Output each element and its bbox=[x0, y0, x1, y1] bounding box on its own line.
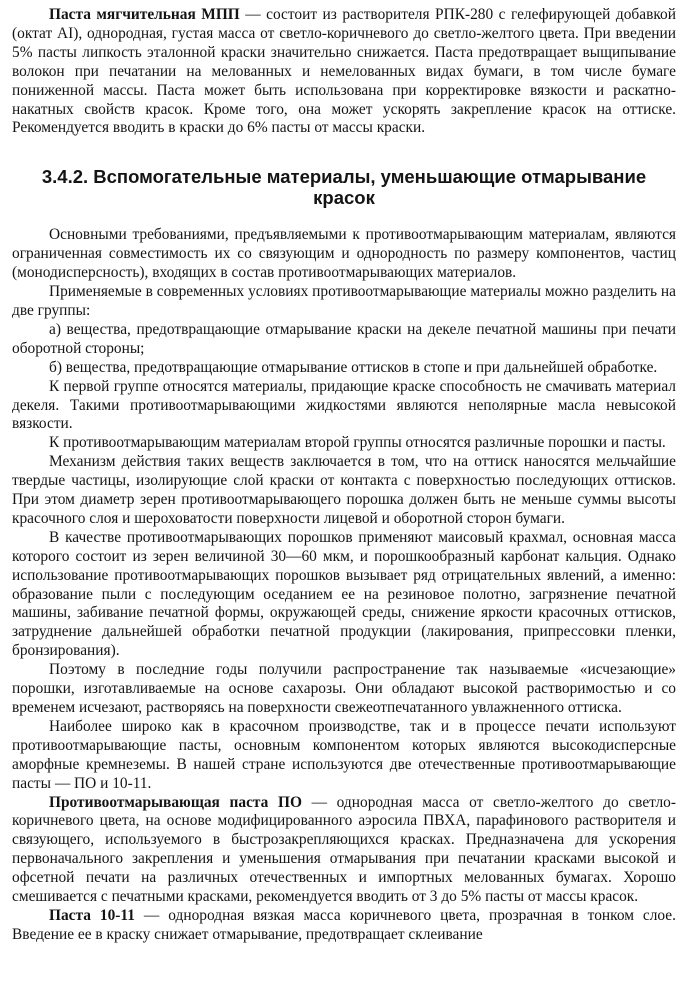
paste-po-paragraph bbox=[12, 794, 676, 907]
body-paragraph: К первой группе относятся материалы, придающие краске способность не смачивать материал декеля. Такими противоотмарывающими жидкостями являются неполярные масла невысокой вязкости. bbox=[12, 377, 676, 433]
body-paragraph: Поэтому в последние годы получили распространение так называемые «исчезающие» порошки, изготавливаемые на основе сахарозы. Они обладают высокой растворимостью и со временем исчезают, растворяясь на поверхности свежеотпечатанного увлажненного оттиска. bbox=[12, 661, 676, 716]
intro-text: — состоит из растворителя РПК-280 с гелефирующей добавкой (октат AI), однородная, густая масса от светло-коричневого до светло-желтого цвета. При введении 5% пасты липкость эталонной краски значительно снижается. Паста предотвращает выщипывание волокон при печатании на мелованных и немелованных видах бумаги, в том числе бумаге пониженной массы. Паста может быть использована при корректировке вязкости и раскатно-накатных свойств красок. Кроме того, она может ускорять закрепление красок на оттиске. Рекомендуется вводить в краски до 6% пасты от массы краски. bbox=[12, 6, 676, 137]
paste-po-term: Противоотмарывающая паста ПО bbox=[49, 793, 302, 811]
paste-1011-term: Паста 10-11 bbox=[49, 906, 135, 924]
body-paragraph: В качестве противоотмарывающих порошков применяют маисовый крахмал, основная масса которого состоит из зерен величиной 30—60 мкм, и порошкообразный карбонат кальция. Однако использование противоотмарывающих порошков вызывает ряд отрицательных явлений, а именно: образование пыли с последующим оседанием ее на резиновое полотно, загрязнение печатной машины, забивание печатной формы, окружающей среды, снижение яркости красочных оттисков, затруднение дальнейшей обработки печатной продукции (лакирования, припрессовки пленки, бронзирования). bbox=[12, 528, 676, 660]
list-item-a: а) вещества, предотвращающие отмарывание краски на декеле печатной машины при печати оборотной стороны; bbox=[12, 320, 676, 357]
paste-po-text: — однородная масса от светло-желтого до светло-коричневого цвета, на основе модифицированного аэросила ПВХА, парафинового растворителя и связующего, используемого в быстрозакрепляющихся красках. Предназначена для ускорения первоначального закрепления и уменьшения отмарывания при печатании красками высокой и офсетной печати на различных отечественных и импортных мелованных бумагах. Хорошо смешивается с печатными красками, рекомендуется вводить от 3 до 5% пасты от массы красок. bbox=[12, 793, 676, 906]
body-paragraph: Механизм действия таких веществ заключается в том, что на оттиск наносятся мельчайшие твердые частицы, изолирующие слой краски от контакта с поверхностью последующих оттисков. При этом диаметр зерен противоотмарывающего порошка должен быть не меньше суммы высоты красочного слоя и шероховатости поверхности лицевой и оборотной сторон бумаги. bbox=[12, 453, 676, 527]
paste-1011-text: — однородная вязкая масса коричневого цвета, прозрачная в тонком слое. Введение ее в краску снижает отмарывание, предотвращает склеивание bbox=[12, 906, 676, 943]
intro-paragraph bbox=[12, 6, 676, 138]
intro-term: Паста мягчительная МПП bbox=[49, 6, 240, 23]
paste-1011-paragraph bbox=[12, 907, 676, 945]
section-heading: 3.4.2. Вспомогательные материалы, уменьшающие отмарывание красок bbox=[41, 166, 647, 209]
body-paragraph: К противоотмарывающим материалам второй группы относятся различные порошки и пасты. bbox=[49, 434, 666, 452]
body-paragraph: Применяемые в современных условиях противоотмарывающие материалы можно разделить на две группы: bbox=[12, 283, 676, 319]
list-item-b: б) вещества, предотвращающие отмарывание оттисков в стопе и при дальнейшей обработке. bbox=[49, 358, 658, 376]
body-paragraph: Наиболее широко как в красочном производстве, так и в процессе печати используют противоотмарывающие пасты, основным компонентом которых являются высокодисперсные аморфные кремнеземы. В нашей стране используются две отечественные противоотмарывающие пасты — ПО и 10-11. bbox=[12, 717, 676, 792]
body-paragraph: Основными требованиями, предъявляемыми к противоотмарывающим материалам, являются ограниченная совместимость их со связующим и однородность по размеру компонентов, частиц (монодисперсность), входящих в состав противоотмарывающих материалов. bbox=[12, 226, 676, 282]
